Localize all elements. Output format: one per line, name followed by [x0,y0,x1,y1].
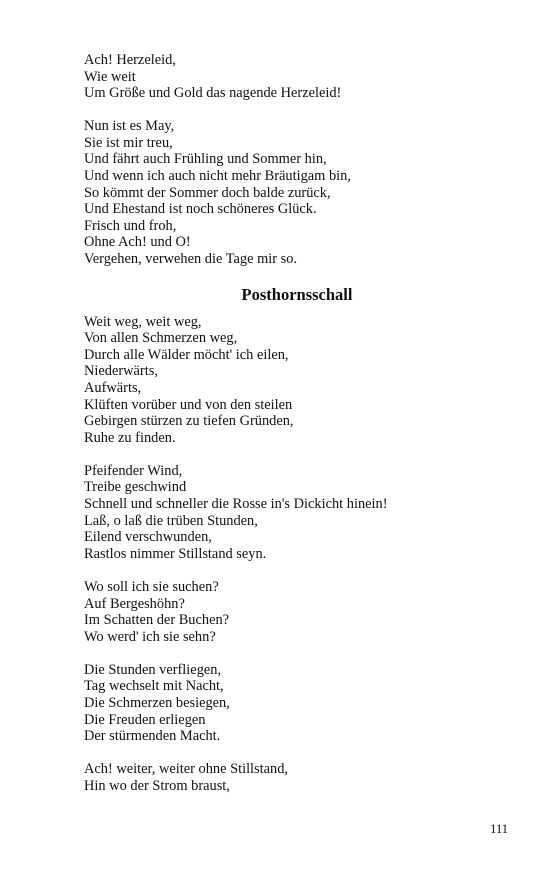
page-text [84,52,504,811]
verse-line: Tag wechselt mit Nacht, [84,678,224,695]
verse-line: Die Freuden erliegen [84,711,206,728]
verse-line: Ach! Herzeleid, [84,52,176,68]
stanza [84,52,504,102]
verse-line: Weit weg, weit weg, [84,313,202,330]
verse-line: Ach! weiter, weiter ohne Stillstand, [84,761,289,778]
verse-line: Sie ist mir treu, [84,134,173,151]
verse-line: Im Schatten der Buchen? [84,612,230,629]
verse-line: Laß, o laß die trüben Stunden, [84,512,258,529]
stanza [84,463,504,563]
verse-line: Wie weit [84,68,136,85]
verse-line: Schnell und schneller die Rosse in's Dickicht hinein! [84,496,388,513]
verse-line: Auf Bergeshöhn? [84,595,185,612]
stanza [84,118,504,267]
verse-line: Aufwärts, [84,380,142,396]
page-number: 111 [490,822,508,836]
verse-line: Gebirgen stürzen zu tiefen Gründen, [84,413,294,430]
poem-body [84,314,504,795]
verse-line: Hin wo der Strom braust, [84,777,230,794]
verse-line: Der stürmenden Macht. [84,728,221,745]
verse-line: Rastlos nimmer Stillstand seyn. [84,545,267,562]
poem-title: Posthornsschall [241,284,353,304]
verse-line: Treibe geschwind [84,479,187,496]
stanza [84,761,504,794]
verse-line: Frisch und froh, [84,217,177,234]
verse-line: Die Stunden verfliegen, [84,661,222,678]
verse-line: Vergehen, verwehen die Tage mir so. [84,251,298,268]
verse-line: Durch alle Wälder möcht' ich eilen, [84,346,289,363]
verse-line: Wo soll ich sie suchen? [84,578,219,595]
verse-line: Pfeifender Wind, [84,462,183,479]
verse-line: Ohne Ach! und O! [84,234,191,251]
stanza [84,662,504,745]
verse-line: Die Schmerzen besiegen, [84,695,230,711]
verse-line: So kömmt der Sommer doch balde zurück, [84,184,331,201]
verse-line: Klüften vorüber und von den steilen [84,396,293,413]
previous-poem-ending [84,52,504,268]
stanza [84,579,504,645]
verse-line: Wo werd' ich sie sehn? [84,628,216,645]
verse-line: Um Größe und Gold das nagende Herzeleid! [84,85,342,102]
stanza [84,314,504,447]
verse-line: Von allen Schmerzen weg, [84,330,238,347]
verse-line: Ruhe zu finden. [84,429,176,446]
verse-line: Eilend verschwunden, [84,529,212,546]
verse-line: Und wenn ich auch nicht mehr Bräutigam bin, [84,168,351,185]
verse-line: Niederwärts, [84,363,158,380]
verse-line: Und Ehestand ist noch schöneres Glück. [84,201,317,218]
verse-line: Und fährt auch Frühling und Sommer hin, [84,151,327,168]
verse-line: Nun ist es May, [84,118,175,135]
